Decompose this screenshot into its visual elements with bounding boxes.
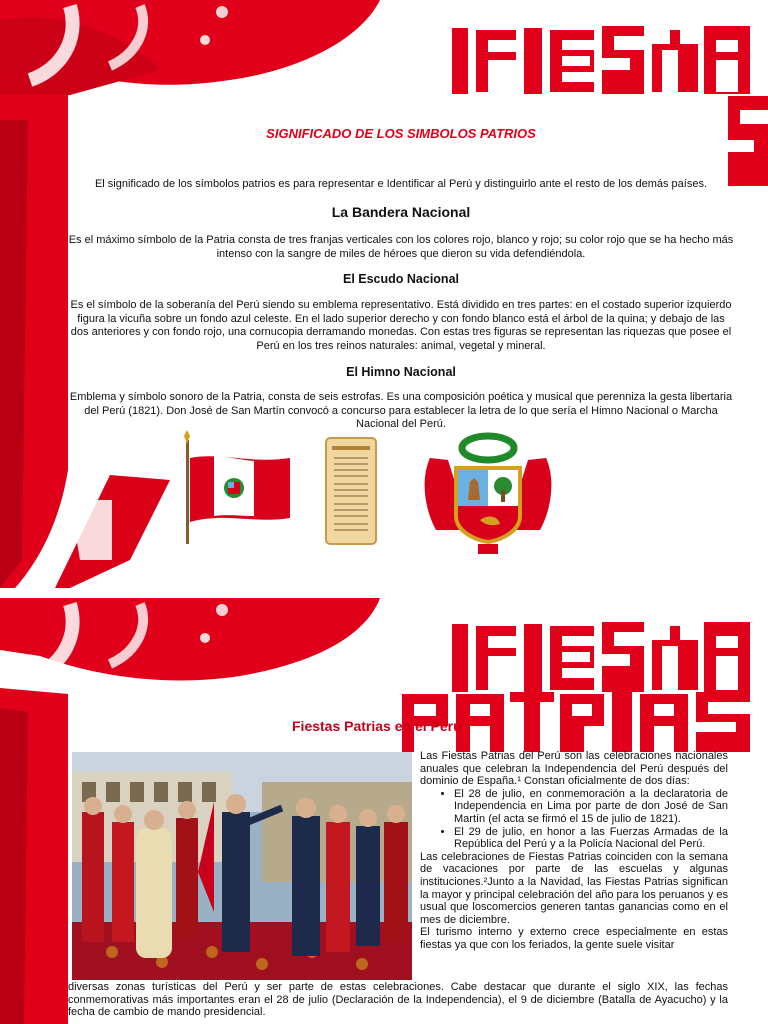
celebrations-paragraph: Las celebraciones de Fiestas Patrias coinciden con la semana de vacaciones por parte de las escuelas y algunas instituciones.²Junto a la Navidad, las Fiestas Patrias significan la mayor y principal celebración del año para los peruanos y es usual que loscomercios generen tantas ganancias como en el mes de diciembre. xyxy=(420,850,728,926)
section-title: Fiestas Patrias en el Perú xyxy=(292,718,462,734)
independence-painting xyxy=(72,752,412,980)
full-width-text xyxy=(68,981,728,1019)
page-separator xyxy=(0,588,768,598)
coat-of-arms-image xyxy=(425,436,552,554)
intro-paragraph-2: Las Fiestas Patrias del Perú son las celebraciones nacionales anuales que celebran la Independencia del Perú después del dominio de España.¹ Constan oficialmente de dos días: xyxy=(420,750,728,788)
page-title: SIGNIFICADO DE LOS SIMBOLOS PATRIOS xyxy=(266,126,536,141)
page-2 xyxy=(0,598,768,1024)
dates-list xyxy=(420,788,728,851)
anthem-scroll-image xyxy=(326,438,376,544)
tourism-paragraph-start: El turismo interno y externo crece especialmente en estas fiestas ya que con los feriados, la gente suele visitar xyxy=(420,926,728,951)
list-item: • El 28 de julio, en conmemoración a la declaratoria de Independencia en Lima por parte de don José de San Martín (el acta se firmó el 15 de julio de 1821). xyxy=(454,788,728,826)
symbols-article xyxy=(68,96,734,436)
right-column-text xyxy=(420,750,728,952)
flag-heading: La Bandera Nacional xyxy=(331,204,471,220)
intro-paragraph: El significado de los símbolos patrios es para representar e Identificar al Perú y distinguirlo ante el resto de los demás países. xyxy=(94,178,708,190)
shield-paragraph: Es el símbolo de la soberanía del Perú siendo su emblema representativo. Está dividido en tres partes: en el costado superior izquierdo figura la vicuña sobre un fondo azul celeste. En el lado superior derecho y con fondo blanco está el árbol de la quina; y debajo de las dos anteriores y con fondo rojo, una cornucopia derramando monedas. Con estas tres figuras se representan las riquezas que posee el Perú en los tres reinos naturales: animal, vegetal y mineral. xyxy=(70,299,732,352)
tourism-paragraph-rest: diversas zonas turísticas del Perú y ser parte de estas celebraciones. Cabe destacar que durante el siglo XIX, las fechas conmemorativas más importantes eran el 28 de julio (Declaración de la Independencia), el 9 de diciembre (Batalla de Ayacucho) y la fecha de cambio de mando presidencial. xyxy=(68,981,728,1019)
list-item: • El 29 de julio, en honor a las Fuerzas Armadas de la República del Perú y a la Policía Nacional del Perú. xyxy=(454,826,728,851)
peru-flag-image xyxy=(184,430,290,544)
anthem-paragraph: Emblema y símbolo sonoro de la Patria, consta de seis estrofas. Es una composición poética y musical que perenniza la gesta libertaria del Perú (1821). Don José de San Martín convocó a concurso para establecer la letra de lo que sería el Himno Nacional o Marcha Nacional del Perú. xyxy=(69,391,733,431)
shield-heading: El Escudo Nacional xyxy=(342,272,459,286)
anthem-heading: El Himno Nacional xyxy=(346,365,456,379)
flag-paragraph: Es el máximo símbolo de la Patria consta de tres franjas verticales con los colores rojo, blanco y rojo; su color rojo que se ha hecho más intenso con la sangre de miles de héroes que dieron su vida defendiéndola. xyxy=(68,234,734,260)
national-symbols-illustration xyxy=(0,430,768,560)
